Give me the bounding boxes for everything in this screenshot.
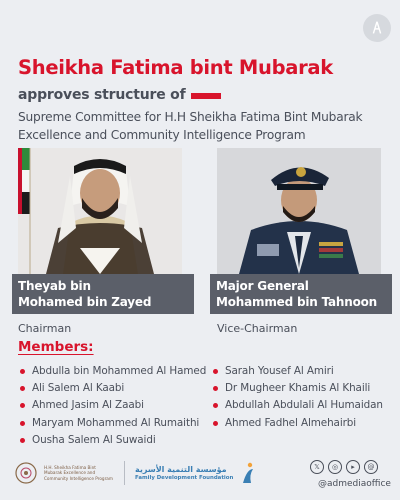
- committee-line-2: Excellence and Community Intelligence Program: [18, 128, 306, 142]
- x-icon[interactable]: 𝕏: [310, 460, 324, 474]
- media-office-logo-icon: [363, 14, 391, 42]
- chairman-name-line-1: Theyab bin: [18, 279, 91, 293]
- award-emblem-icon: [14, 461, 38, 485]
- headline-title: Sheikha Fatima bint Mubarak: [18, 56, 333, 79]
- vice-chairman-portrait: [217, 148, 381, 274]
- list-item: Abdullah Abdulali Al Humaidan: [213, 397, 383, 414]
- list-item: Ahmed Jasim Al Zaabi: [20, 397, 206, 414]
- foundation-text: [135, 465, 233, 482]
- instagram-icon[interactable]: ◎: [328, 460, 342, 474]
- committee-name: [18, 108, 388, 144]
- foundation-logo-icon: [239, 461, 257, 485]
- chairman-role: Chairman: [18, 322, 72, 335]
- committee-line-1: Supreme Committee for H.H Sheikha Fatima Bint Mubarak: [18, 110, 363, 124]
- foundation-name-arabic: مؤسسة التنمية الأسرية: [135, 464, 227, 474]
- list-item: Dr Mugheer Khamis Al Khaili: [213, 380, 383, 397]
- vice-chairman-name-line-1: Major General: [216, 279, 309, 293]
- subline-row: [18, 86, 221, 104]
- list-item: Ahmed Fadhel Almehairbi: [213, 415, 383, 432]
- members-list-right: [213, 363, 383, 432]
- footer-divider: [124, 461, 125, 485]
- chairman-portrait: [18, 148, 182, 274]
- members-heading: Members:: [18, 339, 94, 355]
- subline-text: approves structure of: [18, 87, 186, 103]
- list-item: Abdulla bin Mohammed Al Hamed: [20, 363, 206, 380]
- accent-bar: [191, 93, 221, 99]
- threads-icon[interactable]: @: [364, 460, 378, 474]
- vice-chairman-name-band: [210, 274, 392, 314]
- vice-chairman-role: Vice-Chairman: [217, 322, 298, 335]
- list-item: Ousha Salem Al Suwaidi: [20, 432, 206, 449]
- award-program-text: H.H. Sheikha Fatima Bint Mubarak Excellence and Community Intelligence Program: [44, 464, 113, 481]
- footer-logos: [14, 459, 257, 487]
- foundation-name-english: Family Development Foundation: [135, 474, 234, 481]
- social-handle[interactable]: @admediaoffice: [318, 479, 391, 489]
- youtube-icon[interactable]: ▸: [346, 460, 360, 474]
- chairman-name-line-2: Mohamed bin Zayed: [18, 295, 152, 309]
- list-item: Maryam Mohammed Al Rumaithi: [20, 415, 206, 432]
- members-list-left: [20, 363, 206, 449]
- vice-chairman-name-line-2: Mohammed bin Tahnoon: [216, 295, 378, 309]
- social-icons: [310, 460, 378, 474]
- chairman-name-band: [12, 274, 194, 314]
- list-item: Sarah Yousef Al Amiri: [213, 363, 383, 380]
- list-item: Ali Salem Al Kaabi: [20, 380, 206, 397]
